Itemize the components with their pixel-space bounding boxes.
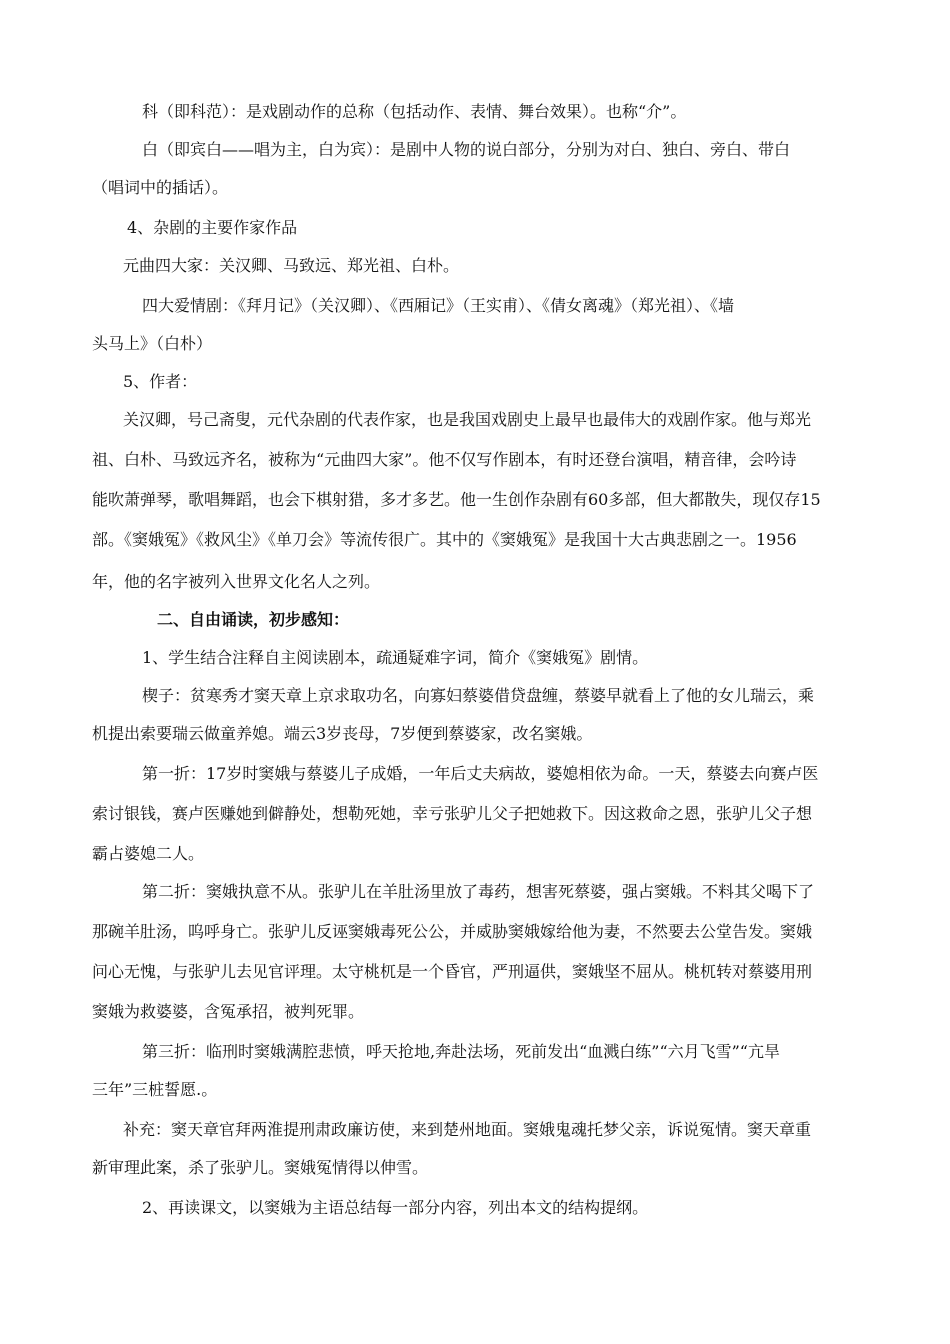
text-line: （唱词中的插话）。 <box>92 178 229 197</box>
section-heading: 4、杂剧的主要作家作品 <box>127 218 298 237</box>
text-line: 关汉卿，号己斋叟，元代杂剧的代表作家，也是我国戏剧史上最早也最伟大的戏剧作家。他与郑光 <box>123 410 812 429</box>
text-line: 三年”三桩誓愿.。 <box>92 1080 218 1099</box>
text-line: 四大爱情剧：《拜月记》（关汉卿）、《西厢记》（王实甫）、《倩女离魂》（郑光祖）、《墙 <box>142 296 735 315</box>
text-line: 第三折：临刑时窦娥满腔悲愤，呼天抢地,奔赴法场，死前发出“血溅白练”“六月飞雪”“亢旱 <box>142 1042 780 1061</box>
text-line: 索讨银钱，赛卢医赚她到僻静处，想勒死她，幸亏张驴儿父子把她救下。因这救命之恩，张驴儿父子想 <box>92 804 813 823</box>
text-line: 科（即科范）：是戏剧动作的总称（包括动作、表情、舞台效果）。也称“介”。 <box>142 102 687 121</box>
text-line: 问心无愧，与张驴儿去见官评理。太守桃杌是一个昏官，严刑逼供，窦娥坚不屈从。桃杌转对蔡婆用刑 <box>92 962 813 981</box>
section-heading: 二、自由诵读，初步感知： <box>157 610 350 629</box>
text-line: 窦娥为救婆婆，含冤承招，被判死罪。 <box>92 1002 365 1021</box>
text-line: 1、学生结合注释自主阅读剧本，疏通疑难字词，简介《窦娥冤》剧情。 <box>142 648 649 667</box>
text-line: 第一折：17岁时窦娥与蔡婆儿子成婚，一年后丈夫病故，婆媳相依为命。一天，蔡婆去向赛卢医 <box>142 764 819 783</box>
text-line: 部。《窦娥冤》《救风尘》《单刀会》等流传很广。其中的《窦娥冤》是我国十大古典悲剧之一。1956 <box>92 530 797 549</box>
text-line: 机提出索要瑞云做童养媳。端云3岁丧母，7岁便到蔡婆家，改名窦娥。 <box>92 724 593 743</box>
text-line: 那碗羊肚汤，呜呼身亡。张驴儿反诬窦娥毒死公公，并威胁窦娥嫁给他为妻，不然要去公堂告发。窦娥 <box>92 922 813 941</box>
text-line: 第二折：窦娥执意不从。张驴儿在羊肚汤里放了毒药，想害死蔡婆，强占窦娥。不料其父喝下了 <box>142 882 815 901</box>
section-heading: 5、作者： <box>123 372 198 391</box>
text-line: 能吹萧弹琴，歌唱舞蹈，也会下棋射猎，多才多艺。他一生创作杂剧有60多部，但大都散失，现仅存15 <box>92 490 821 509</box>
text-line: 2、再读课文，以窦娥为主语总结每一部分内容，列出本文的结构提纲。 <box>142 1198 649 1217</box>
text-line: 补充：窦天章官拜两淮提刑肃政廉访使，来到楚州地面。窦娥鬼魂托梦父亲，诉说冤情。窦天章重 <box>123 1120 812 1139</box>
text-line: 元曲四大家：关汉卿、马致远、郑光祖、白朴。 <box>123 256 460 275</box>
text-line: 霸占婆媳二人。 <box>92 844 205 863</box>
text-line: 白（即宾白——唱为主，白为宾）：是剧中人物的说白部分，分别为对白、独白、旁白、带白 <box>142 140 791 159</box>
text-line: 祖、白朴、马致远齐名，被称为“元曲四大家”。他不仅写作剧本，有时还登台演唱，精音律，会吟诗 <box>92 450 797 469</box>
text-line: 年，他的名字被列入世界文化名人之列。 <box>92 572 381 591</box>
text-line: 新审理此案，杀了张驴儿。窦娥冤情得以伸雪。 <box>92 1158 429 1177</box>
text-line: 头马上》（白朴） <box>92 334 213 353</box>
text-line: 楔子：贫寒秀才窦天章上京求取功名，向寡妇蔡婆借贷盘缠，蔡婆早就看上了他的女儿瑞云，乘 <box>142 686 815 705</box>
